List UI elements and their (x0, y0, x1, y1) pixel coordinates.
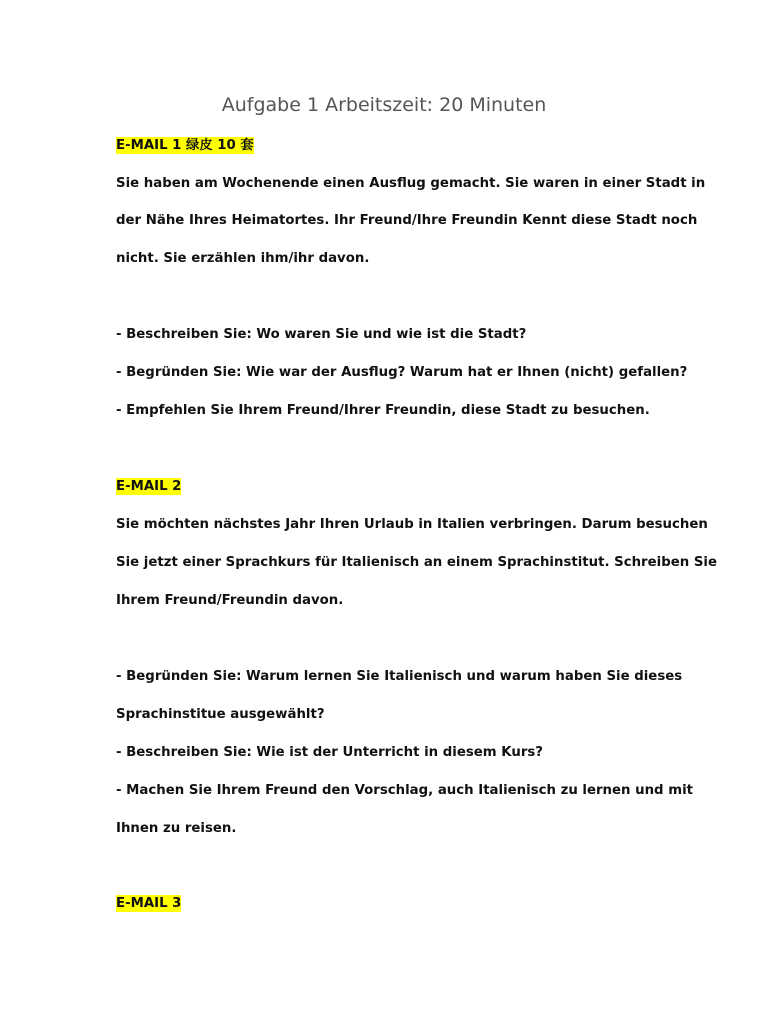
email2-task-3-continued: Ihnen zu reisen. (116, 821, 237, 836)
email1-heading (116, 137, 254, 155)
email1-task-1: - Beschreiben Sie: Wo waren Sie und wie ist die Stadt? (116, 327, 527, 342)
email1-intro-line-2: der Nähe Ihres Heimatortes. Ihr Freund/Ihre Freundin Kennt diese Stadt noch (116, 213, 698, 228)
email1-task-2: - Begründen Sie: Wie war der Ausflug? Warum hat er Ihnen (nicht) gefallen? (116, 365, 688, 380)
email2-intro-line-3: Ihrem Freund/Freundin davon. (116, 593, 344, 608)
email1-intro-line-3: nicht. Sie erzählen ihm/ihr davon. (116, 251, 370, 266)
document-title: Aufgabe 1 Arbeitszeit: 20 Minuten (221, 94, 547, 116)
email3-heading-highlight: E-MAIL 3 (116, 896, 182, 911)
email1-heading-highlight: E-MAIL 1 绿皮 10 套 (116, 138, 254, 153)
email2-task-3: - Machen Sie Ihrem Freund den Vorschlag, auch Italienisch zu lernen und mit (116, 783, 693, 798)
email1-intro-line-1: Sie haben am Wochenende einen Ausflug gemacht. Sie waren in einer Stadt in (116, 176, 706, 191)
email2-intro-line-1: Sie möchten nächstes Jahr Ihren Urlaub in Italien verbringen. Darum besuchen (116, 517, 708, 532)
email2-heading-highlight: E-MAIL 2 (116, 479, 182, 494)
email2-task-1: - Begründen Sie: Warum lernen Sie Italienisch und warum haben Sie dieses (116, 669, 683, 684)
email2-task-1-continued: Sprachinstitue ausgewählt? (116, 707, 325, 722)
email2-task-2: - Beschreiben Sie: Wie ist der Unterricht in diesem Kurs? (116, 745, 544, 760)
email2-intro-line-2: Sie jetzt einer Sprachkurs für Italienisch an einem Sprachinstitut. Schreiben Sie (116, 555, 717, 570)
email1-task-3: - Empfehlen Sie Ihrem Freund/Ihrer Freundin, diese Stadt zu besuchen. (116, 403, 650, 418)
email2-heading (116, 478, 181, 496)
email3-heading (116, 895, 181, 913)
